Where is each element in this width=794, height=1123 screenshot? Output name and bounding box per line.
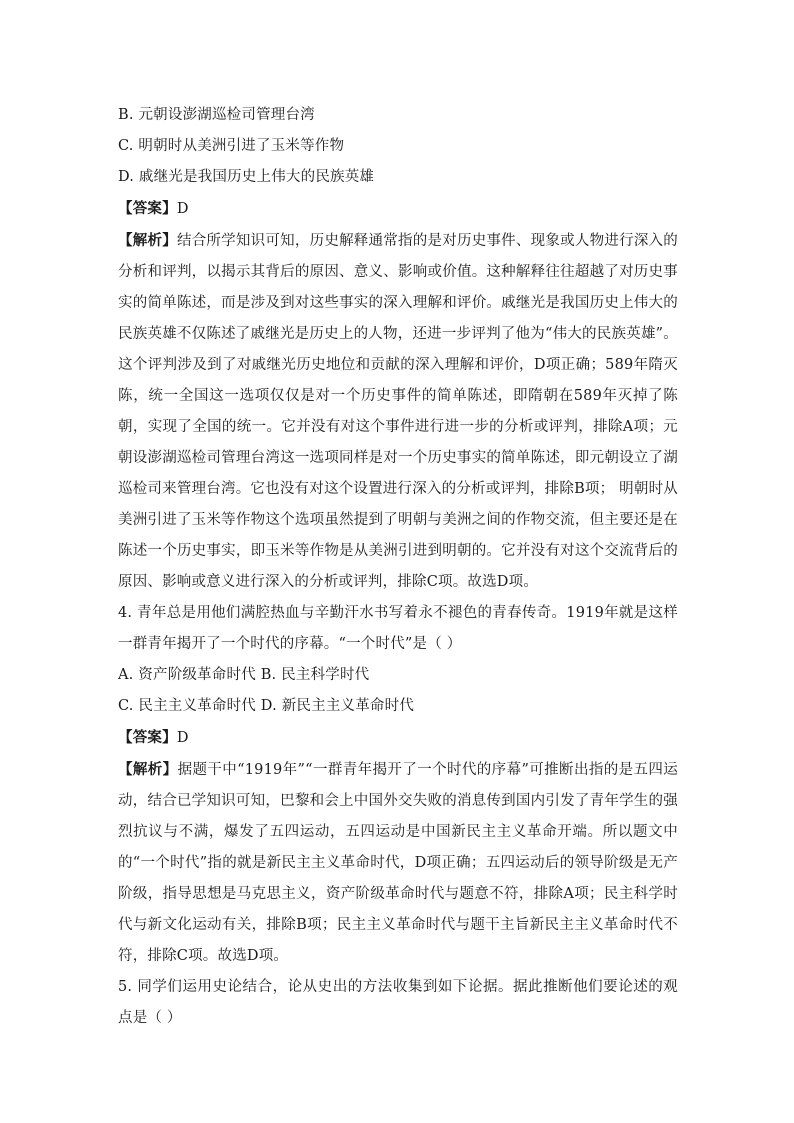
analysis-tag: 【解析】 <box>118 232 177 249</box>
analysis-tag: 【解析】 <box>118 761 178 778</box>
q3-option-d: D. 戚继光是我国历史上伟大的民族英雄 <box>118 169 375 185</box>
q4-options-row1: A. 资产阶级革命时代 B. 民主科学时代 <box>118 667 370 683</box>
document-body <box>118 100 678 1034</box>
analysis-text: 结合所学知识可知，历史解释通常指的是对历史事件、现象或人物进行深入的分析和评判，以揭示其背后的原因、意义、影响或价值。这种解释往往超越了对历史事实的简单陈述，而是涉及到对这些事实的深入理解和评价。戚继光是我国历史上伟大的民族英雄不仅陈述了戚继光是历史上的人物，还进一步评判了他为“伟大的民族英雄”。这个评判涉及到了对戚继光历史地位和贡献的深入理解和评价，D项正确；589年隋灭陈，统一全国这一选项仅仅是对一个历史事件的简单陈述，即隋朝在589年灭掉了陈朝，实现了全国的统一。它并没有对这个事件进行进一步的分析或评判，排除A项；元朝设澎湖巡检司管理台湾这一选项同样是对一个历史事实的简单陈述，即元朝设立了湖巡检司来管理台湾。它也没有对这个设置进行深入的分析或评判，排除B项； 明朝时从美洲引进了玉米等作物这个选项虽然提到了明朝与美洲之间的作物交流，但主要还是在陈述一个历史事实，即玉米等作物是从美洲引进到明朝的。它并没有对这个交流背后的原因、影响或意义进行深入的分析或评判，排除C项。故选D项。 <box>118 233 678 590</box>
q3-option-b: B. 元朝设澎湖巡检司管理台湾 <box>118 107 315 123</box>
q4-stem: 4. 青年总是用他们满腔热血与辛勤汗水书写着永不褪色的青春传奇。1919年就是这样一群青年揭开了一个时代的序幕。“一个时代”是（ ） <box>118 605 678 652</box>
q3-option-c: C. 明朝时从美洲引进了玉米等作物 <box>118 138 345 154</box>
q3-analysis <box>118 225 678 598</box>
answer-value: D <box>176 201 189 217</box>
answer-tag: 【答案】 <box>118 729 177 746</box>
q4-answer <box>118 722 678 754</box>
answer-tag: 【答案】 <box>118 200 177 217</box>
q4-options-row2: C. 民主主义革命时代 D. 新民主主义革命时代 <box>118 698 415 714</box>
analysis-text: 据题干中“1919年”“一群青年揭开了一个时代的序幕”可推断出指的是五四运动，结合已学知识可知，巴黎和会上中国外交失败的消息传到国内引发了青年学生的强烈抗议与不满，爆发了五四运动，五四运动是中国新民主主义革命开端。所以题文中的“一个时代”指的就是新民主主义革命时代，D项正确；五四运动后的领导阶级是无产阶级，指导思想是马克思主义，资产阶级革命时代与题意不符，排除A项；民主科学时代与新文化运动有关，排除B项；民主主义革命时代与题干主旨新民主主义革命时代不符，排除C项。故选D项。 <box>118 762 678 964</box>
q5-stem: 5. 同学们运用史论结合，论从史出的方法收集到如下论据。据此推断他们要论述的观点是（ ） <box>118 979 678 1026</box>
answer-value: D <box>176 730 189 746</box>
q3-answer <box>118 193 678 225</box>
q4-analysis <box>118 754 678 972</box>
